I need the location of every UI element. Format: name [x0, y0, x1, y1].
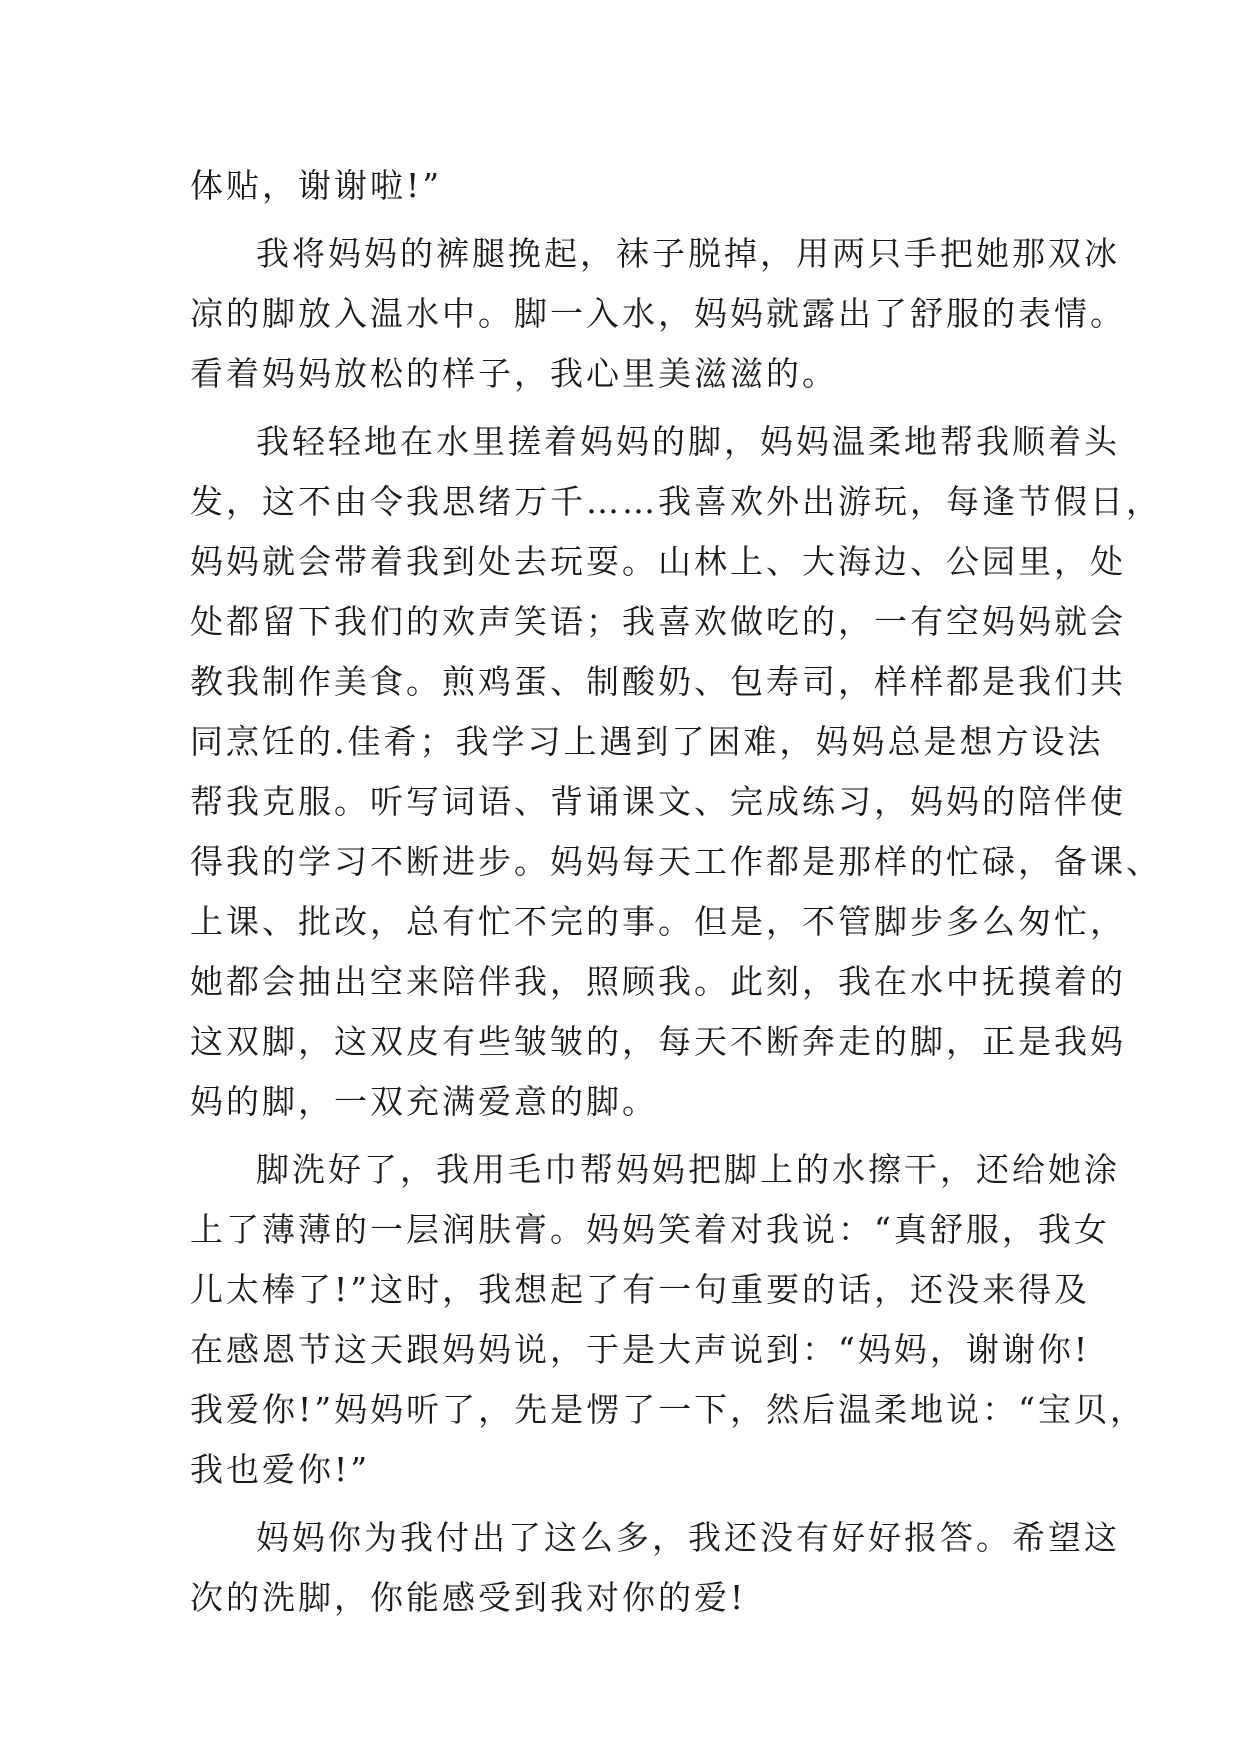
- text-line: 教我制作美食。煎鸡蛋、制酸奶、包寿司，样样都是我们共: [190, 662, 1126, 701]
- text-line: 我轻轻地在水里搓着妈妈的脚，妈妈温柔地帮我顺着头: [256, 422, 1120, 461]
- text-line: 妈妈你为我付出了这么多，我还没有好好报答。希望这: [256, 1518, 1120, 1557]
- text-line: 次的洗脚，你能感受到我对你的爱!: [190, 1578, 747, 1617]
- text-line: 体贴，谢谢啦!”: [190, 166, 443, 205]
- essay-body: [190, 156, 1162, 1628]
- text-line: 这双脚，这双皮有些皱皱的，每天不断奔走的脚，正是我妈: [190, 1022, 1126, 1061]
- text-line: 我也爱你!”: [190, 1450, 371, 1489]
- paragraph: [190, 1508, 1120, 1628]
- paragraph: [190, 1140, 1147, 1500]
- text-line: 她都会抽出空来陪伴我，照顾我。此刻，我在水中抚摸着的: [190, 962, 1126, 1001]
- text-line: 发，这不由令我思绪万千……我喜欢外出游玩，每逢节假日，: [190, 482, 1162, 521]
- paragraph: [190, 156, 1060, 216]
- text-line: 我爱你!”妈妈听了，先是愣了一下，然后温柔地说：“宝贝，: [190, 1390, 1147, 1429]
- text-line: 帮我克服。听写词语、背诵课文、完成练习，妈妈的陪伴使: [190, 782, 1126, 821]
- text-line: 看着妈妈放松的样子，我心里美滋滋的。: [190, 354, 838, 393]
- text-line: 凉的脚放入温水中。脚一入水，妈妈就露出了舒服的表情。: [190, 294, 1126, 333]
- text-line: 妈的脚，一双充满爱意的脚。: [190, 1082, 658, 1121]
- text-line: 在感恩节这天跟妈妈说，于是大声说到：“妈妈，谢谢你!: [190, 1330, 1091, 1369]
- text-line: 儿太棒了!”这时，我想起了有一句重要的话，还没来得及: [190, 1270, 1091, 1309]
- text-line: 同烹饪的.佳肴；我学习上遇到了困难，妈妈总是想方设法: [190, 722, 1104, 761]
- paragraph: [190, 224, 1126, 404]
- text-line: 得我的学习不断进步。妈妈每天工作都是那样的忙碌，备课、: [190, 842, 1162, 881]
- text-line: 妈妈就会带着我到处去玩耍。山林上、大海边、公园里，处: [190, 542, 1126, 581]
- text-line: 上了薄薄的一层润肤膏。妈妈笑着对我说：“真舒服，我女: [190, 1210, 1110, 1249]
- text-line: 我将妈妈的裤腿挽起，袜子脱掉，用两只手把她那双冰: [256, 234, 1120, 273]
- paragraph: [190, 412, 1162, 1132]
- text-line: 处都留下我们的欢声笑语；我喜欢做吃的，一有空妈妈就会: [190, 602, 1126, 641]
- text-line: 脚洗好了，我用毛巾帮妈妈把脚上的水擦干，还给她涂: [256, 1150, 1120, 1189]
- text-line: 上课、批改，总有忙不完的事。但是，不管脚步多么匆忙，: [190, 902, 1126, 941]
